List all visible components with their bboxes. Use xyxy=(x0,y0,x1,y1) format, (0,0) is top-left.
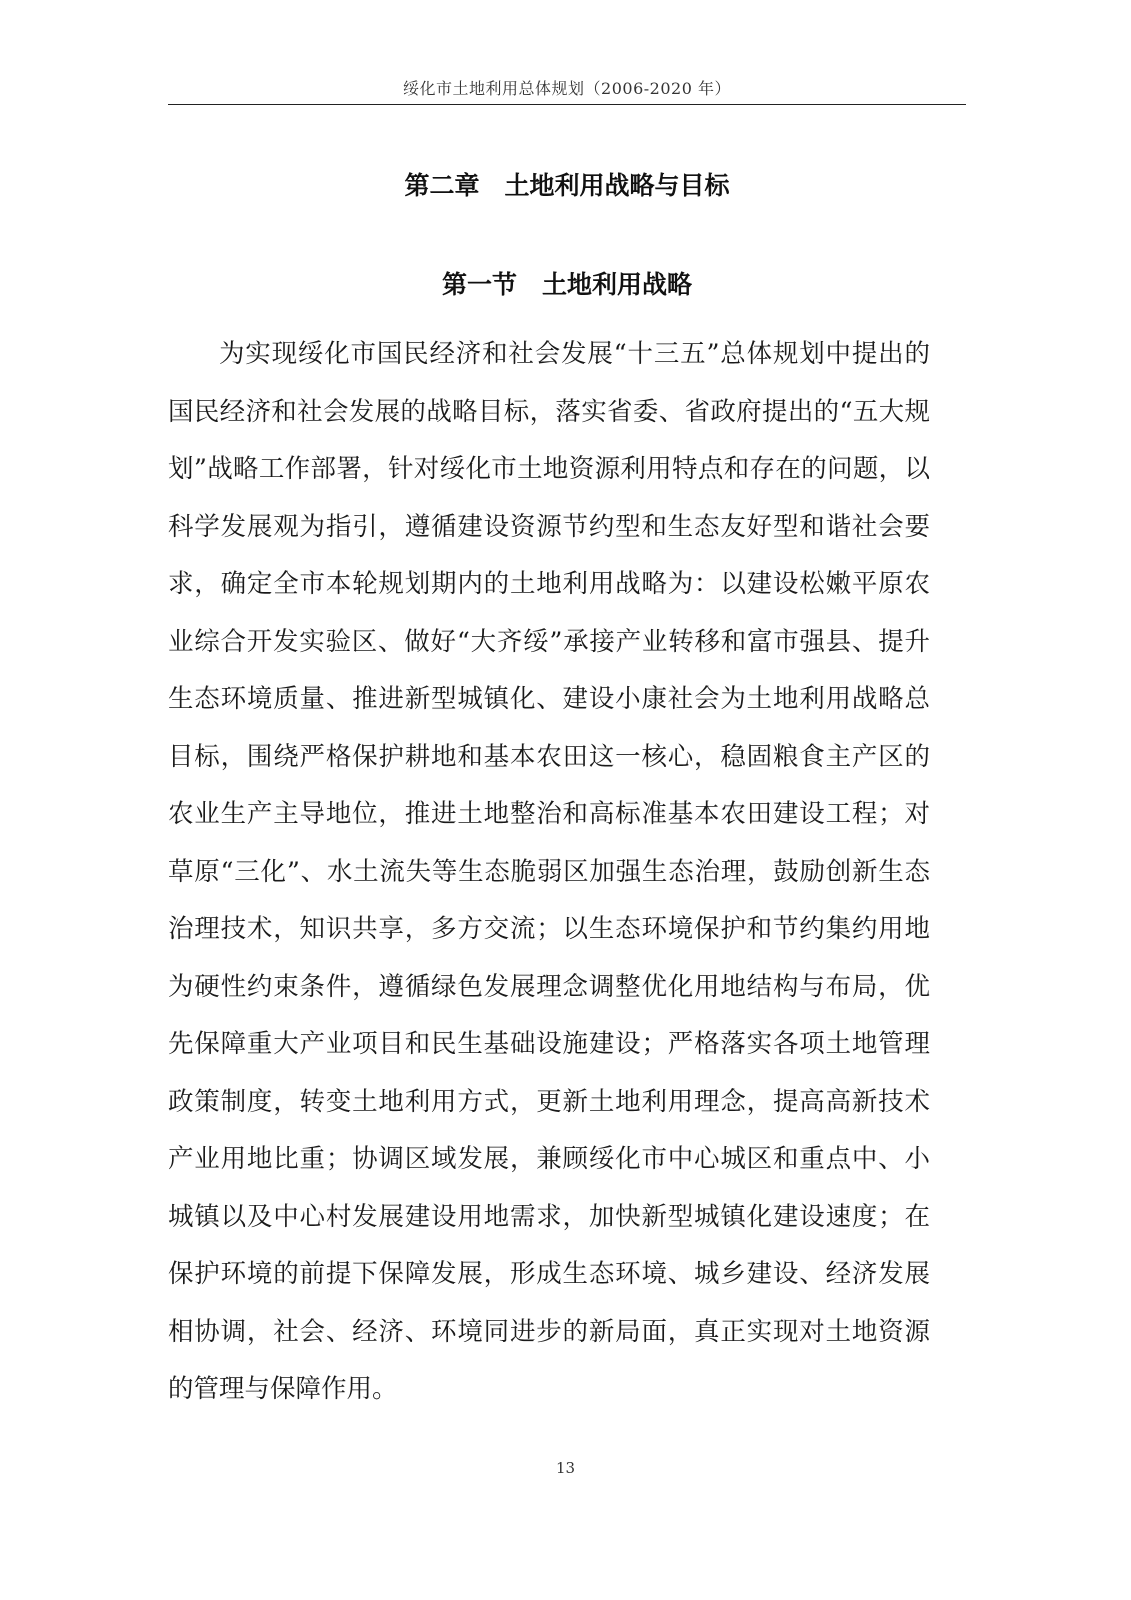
running-header: 绥化市土地利用总体规划（2006-2020 年） xyxy=(403,79,731,98)
body-paragraph: 为实现绥化市国民经济和社会发展“十三五”总体规划中提出的国民经济和社会发展的战略目标，落实省委、省政府提出的“五大规划”战略工作部署，针对绥化市土地资源利用特点和存在的问题，以科学发展观为指引，遵循建设资源节约型和生态友好型和谐社会要求，确定全市本轮规划期内的土地利用战略为：以建设松嫩平原农业综合开发实验区、做好“大齐绥”承接产业转移和富市强县、提升生态环境质量、推进新型城镇化、建设小康社会为土地利用战略总目标，围绕严格保护耕地和基本农田这一核心，稳固粮食主产区的农业生产主导地位，推进土地整治和高标准基本农田建设工程；对草原“三化”、水土流失等生态脆弱区加强生态治理，鼓励创新生态治理技术，知识共享，多方交流；以生态环境保护和节约集约用地为硬性约束条件，遵循绿色发展理念调整优化用地结构与布局，优先保障重大产业项目和民生基础设施建设；严格落实各项土地管理政策制度，转变土地利用方式，更新土地利用理念，提高高新技术产业用地比重；协调区域发展，兼顾绥化市中心城区和重点中、小城镇以及中心村发展建设用地需求，加快新型城镇化建设速度；在保护环境的前提下保障发展，形成生态环境、城乡建设、经济发展相协调，社会、经济、环境同进步的新局面，真正实现对土地资源的管理与保障作用。 xyxy=(168,339,930,1404)
header-divider xyxy=(168,104,966,105)
section-title: 第一节 土地利用战略 xyxy=(441,269,692,299)
page-number: 13 xyxy=(555,1459,576,1477)
chapter-title: 第二章 土地利用战略与目标 xyxy=(404,170,730,200)
